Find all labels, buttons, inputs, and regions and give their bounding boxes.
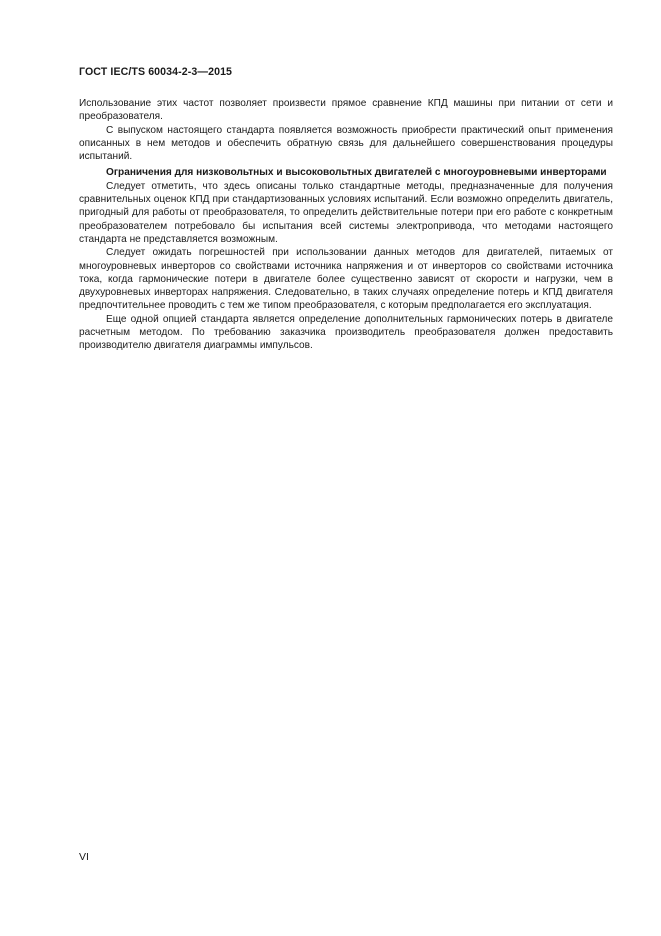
paragraph-frequencies: Использование этих частот позволяет произвести прямое сравнение КПД машины при питании от сети и преобразователя. [79,98,613,123]
section-heading-limitations: Ограничения для низковольтных и высоковольтных двигателей с многоуровневыми инверторами [106,167,607,179]
document-body [79,97,613,353]
paragraph-errors: Следует ожидать погрешностей при использовании данных методов для двигателей, питаемых от многоуровневых инверторов со свойствами источника напряжения и от инверторов со свойствами источника тока, когда гармонические потери в двигателе более существенно зависят от скорости и нагрузки, чем в двухуровневых инверторах напряжения. Следовательно, в таких случаях определение потерь и КПД двигателя предпочтительнее проводить с тем же типом преобразователя, с которым предполагается его эксплуатация. [79,247,613,312]
paragraph-experience: С выпуском настоящего стандарта появляется возможность приобрести практический опыт применения описанных в нем методов и обеспечить обратную связь для дальнейшего совершенствования процедуры испытаний. [79,124,613,163]
paragraph-harmonic-losses: Еще одной опцией стандарта является определение дополнительных гармонических потерь в двигателе расчетным методом. По требованию заказчика производитель преобразователя должен предоставить производителю двигателя диаграммы импульсов. [79,313,613,352]
document-header: ГОСТ IEC/TS 60034-2-3—2015 [79,66,233,78]
page-number: VI [79,851,89,863]
paragraph-standard-methods: Следует отметить, что здесь описаны только стандартные методы, предназначенные для получения сравнительных оценок КПД при стандартизованных условиях испытаний. Если возможно определить двигатель, пригодный для работы от преобразователя, то определить действительные потери при его работе с конкретным преобразователем потребовало бы испытания всей системы электропривода, что методами настоящего стандарта не представляется возможным. [79,180,613,245]
